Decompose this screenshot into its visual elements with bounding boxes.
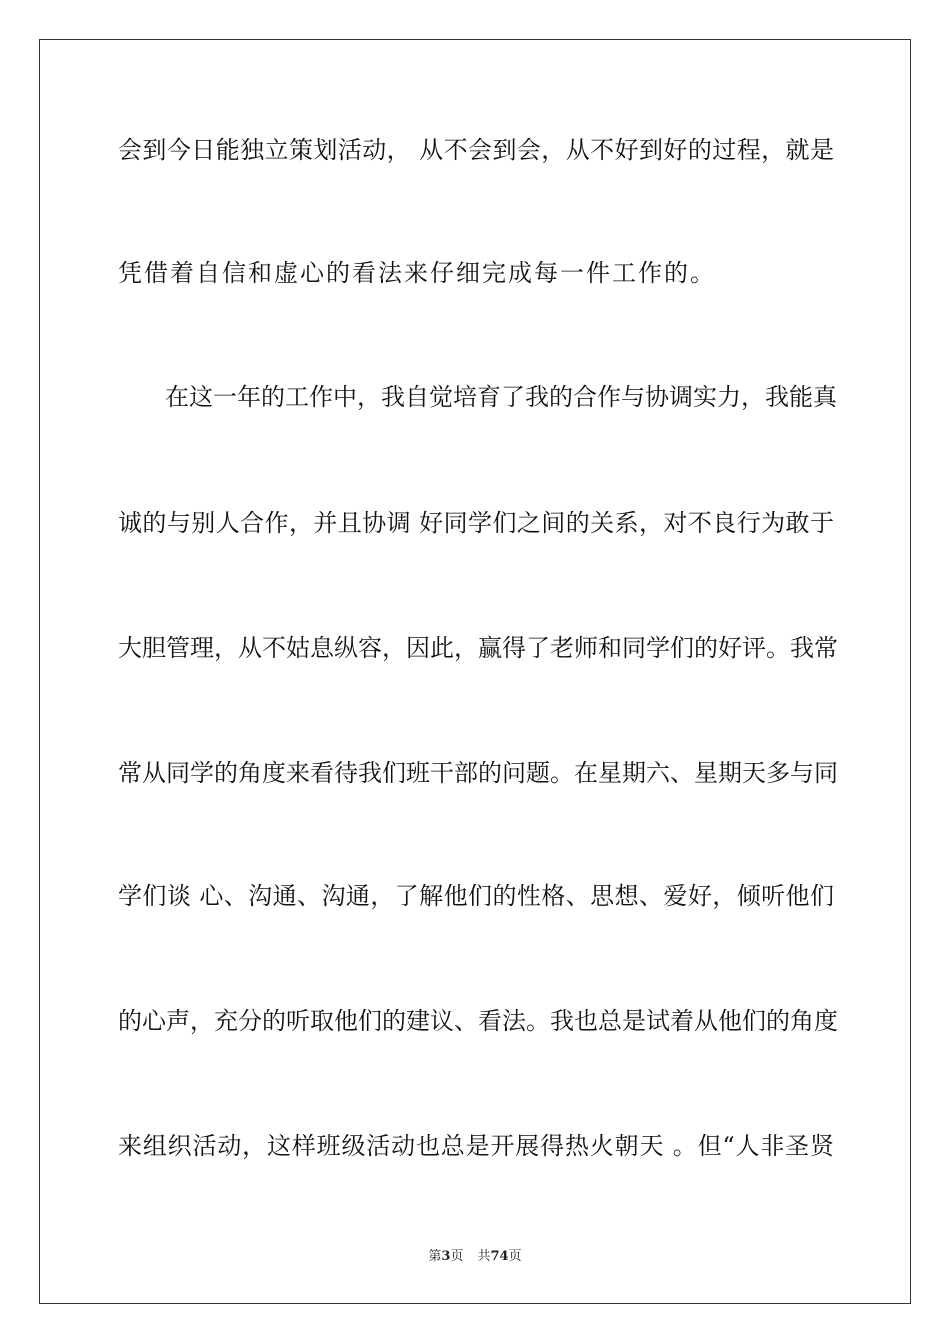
- paragraph-line-1: 会到今日能独立策划活动， 从不会到会，从不好到好的过程，就是: [118, 136, 834, 164]
- page-suffix: 页: [450, 1249, 464, 1264]
- paragraph-line-3: 在这一年的工作中，我自觉培育了我的合作与协调实力，我能真: [165, 383, 837, 411]
- page-prefix: 第: [428, 1249, 442, 1264]
- total-prefix: 共: [477, 1249, 491, 1264]
- paragraph-line-6: 常从同学的角度来看待我们班干部的问题。在星期六、星期天多与同: [118, 759, 838, 787]
- total-suffix: 页: [508, 1249, 522, 1264]
- current-page-number: 3: [441, 1249, 451, 1264]
- paragraph-line-2: 凭借着自信和虚心的看法来仔细完成每一件工作的。: [118, 259, 716, 287]
- total-page-count: 74: [490, 1249, 509, 1264]
- paragraph-line-9: 来组织活动，这样班级活动也总是开展得热火朝天 。但“人非圣贤: [118, 1132, 834, 1160]
- paragraph-line-8: 的心声，充分的听取他们的建议、看法。我也总是试着从他们的角度: [118, 1007, 838, 1035]
- page-border: [39, 39, 911, 1304]
- page-footer: [0, 1249, 950, 1265]
- paragraph-line-5: 大胆管理，从不姑息纵容，因此，赢得了老师和同学们的好评。我常: [118, 634, 838, 662]
- paragraph-line-7: 学们谈 心、沟通、沟通，了解他们的性格、思想、爱好，倾听他们: [118, 882, 834, 910]
- paragraph-line-4: 诚的与别人合作，并且协调 好同学们之间的关系，对不良行为敢于: [118, 509, 834, 537]
